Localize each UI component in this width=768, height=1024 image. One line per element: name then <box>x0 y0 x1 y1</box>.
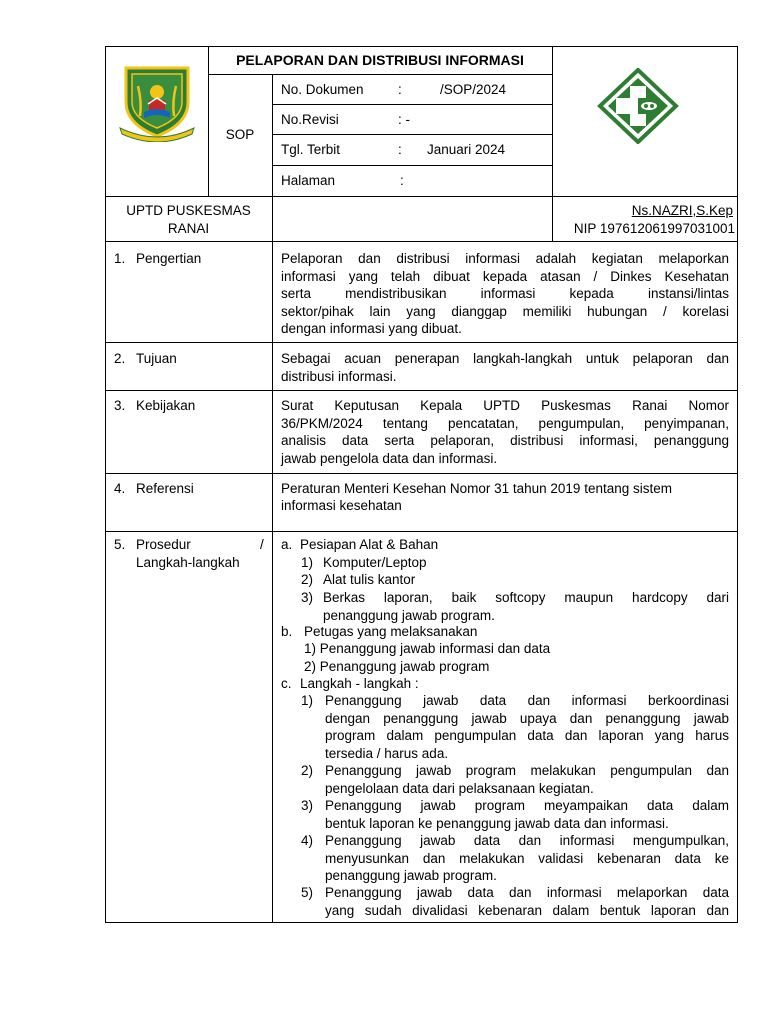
item-number: 2) <box>301 572 314 587</box>
field-label: Tgl. Terbit <box>281 142 341 157</box>
left-logo <box>118 62 196 142</box>
text-line: program dalam pengumpulan data dan laporan yang harus <box>325 728 729 743</box>
text-line: Peraturan Menteri Kesehan Nomor 31 tahun 2019 tentang sistem <box>281 481 672 496</box>
field-value: Januari 2024 <box>427 142 506 157</box>
text-line: Penanggung jawab data dan informasi melaporkan data <box>325 885 729 900</box>
text-line: sektor/pihak lain yang dianggap memiliki hubungan / korelasi <box>281 303 729 319</box>
text-line: Berkas laporan, baik softcopy maupun hardcopy dari <box>323 590 729 605</box>
text-line: Pelaporan dan distribusi informasi adalah kegiatan melaporkan <box>281 251 729 266</box>
item-text: Komputer/Leptop <box>323 555 427 570</box>
text-line: Penanggung jawab data dan informasi berkoordinasi <box>325 693 729 708</box>
sub-c-title: Langkah - langkah : <box>300 676 419 691</box>
sub-b-title: Petugas yang melaksanakan <box>304 624 478 639</box>
sub-a-title: Pesiapan Alat & Bahan <box>300 537 439 552</box>
item-number: 3) <box>301 590 314 605</box>
item-text <box>325 692 729 762</box>
item-number: 1) <box>301 555 314 570</box>
text-line: dengan informasi yang dibuat. <box>281 321 462 336</box>
field-colon: : - <box>398 112 410 127</box>
text-line: serta mendistribusikan informasi kepada instansi/lintas <box>281 286 729 301</box>
list-item: 1) Penanggung jawab informasi dan data <box>304 641 551 656</box>
text-line: Surat Keputusan Kepala UPTD Puskesmas Ranai Nomor <box>281 398 729 413</box>
item-number: 2) <box>301 763 314 778</box>
section-number: 5. <box>114 537 126 552</box>
section-text <box>281 350 729 385</box>
right-logo <box>597 68 679 144</box>
text-line: penanggung jawab program. <box>323 607 495 623</box>
item-number: 5) <box>301 885 314 900</box>
section-label: Referensi <box>136 481 194 496</box>
field-colon: : <box>398 142 402 157</box>
text-line: jawab pengelola data dan informasi. <box>281 450 498 466</box>
signer-nip: NIP 197612061997031001 <box>573 221 735 236</box>
section-text <box>281 250 729 338</box>
item-text <box>325 884 729 919</box>
text-line: distribusi informasi. <box>281 368 397 384</box>
org-name-line1: UPTD PUSKESMAS <box>126 203 251 218</box>
section-number: 4. <box>114 481 126 496</box>
text-line: penanggung jawab program. <box>325 868 497 883</box>
section-label-line1: Prosedur <box>136 537 191 552</box>
text-line: tersedia / harus ada. <box>325 745 449 761</box>
field-label: Halaman <box>281 173 336 188</box>
text-line: bentuk laporan ke penanggung jawab data dan informasi. <box>325 815 669 831</box>
section-label: Kebijakan <box>136 398 196 413</box>
field-value: /SOP/2024 <box>440 82 507 97</box>
field-colon: : <box>398 82 402 97</box>
field-label: No.Revisi <box>281 112 339 127</box>
field-colon: : <box>400 173 404 188</box>
item-text <box>325 832 729 885</box>
item-number: 1) <box>301 693 314 708</box>
text-line: Sebagai acuan penerapan langkah-langkah untuk pelaporan dan <box>281 351 729 366</box>
regency-coat-of-arms-icon <box>118 62 196 142</box>
item-text <box>323 589 729 624</box>
sub-a-marker: a. <box>281 537 293 552</box>
section-label: Pengertian <box>136 251 202 266</box>
puskesmas-cross-icon <box>597 68 679 144</box>
item-number: 4) <box>301 833 314 848</box>
text-line: informasi yang telah dibuat kepada atasan / Dinkes Kesehatan <box>281 268 729 284</box>
text-line: 36/PKM/2024 tentang pencatatan, pengumpulan, penyimpanan, <box>281 415 729 431</box>
section-number: 3. <box>114 398 126 413</box>
section-number: 2. <box>114 351 126 366</box>
item-text <box>325 797 729 832</box>
sub-c-marker: c. <box>281 676 292 691</box>
item-number: 3) <box>301 798 314 813</box>
item-text <box>325 762 729 797</box>
text-line: dengan penanggung jawab upaya dan penanggung jawab <box>325 710 729 726</box>
text-line: Penanggung jawab data dan informasi mengumpulkan, <box>325 833 729 848</box>
list-item: 2) Penanggung jawab program <box>304 659 490 674</box>
section-label-line2: Langkah-langkah <box>136 555 240 570</box>
signer-name: Ns.NAZRI,S.Kep <box>631 203 733 218</box>
sub-b-marker: b. <box>281 624 293 639</box>
text-line: informasi kesehatan <box>281 498 402 513</box>
text-line: Penanggung jawab program meyampaikan data dalam <box>325 798 729 813</box>
section-number: 1. <box>114 251 126 266</box>
section-text <box>281 397 729 467</box>
section-label: Tujuan <box>136 351 177 366</box>
text-line: yang sudah divalidasi kebenaran dalam bentuk laporan dan <box>325 902 729 918</box>
text-line: Penanggung jawab program melakukan pengumpulan dan <box>325 763 729 778</box>
sop-label: SOP <box>225 127 255 142</box>
document-title: PELAPORAN DAN DISTRIBUSI INFORMASI <box>236 52 524 68</box>
field-label: No. Dokumen <box>281 82 364 97</box>
text-line: analisis data serta pelaporan, distribusi informasi, penanggung <box>281 433 729 448</box>
item-text: Alat tulis kantor <box>323 572 416 587</box>
org-name-line2: RANAI <box>167 221 210 236</box>
text-line: menyusunkan dan melakukan validasi kebenaran data ke <box>325 850 729 866</box>
section-label-slash: / <box>260 537 264 552</box>
text-line: pengelolaan data dari pelaksanaan kegiatan. <box>325 780 594 796</box>
